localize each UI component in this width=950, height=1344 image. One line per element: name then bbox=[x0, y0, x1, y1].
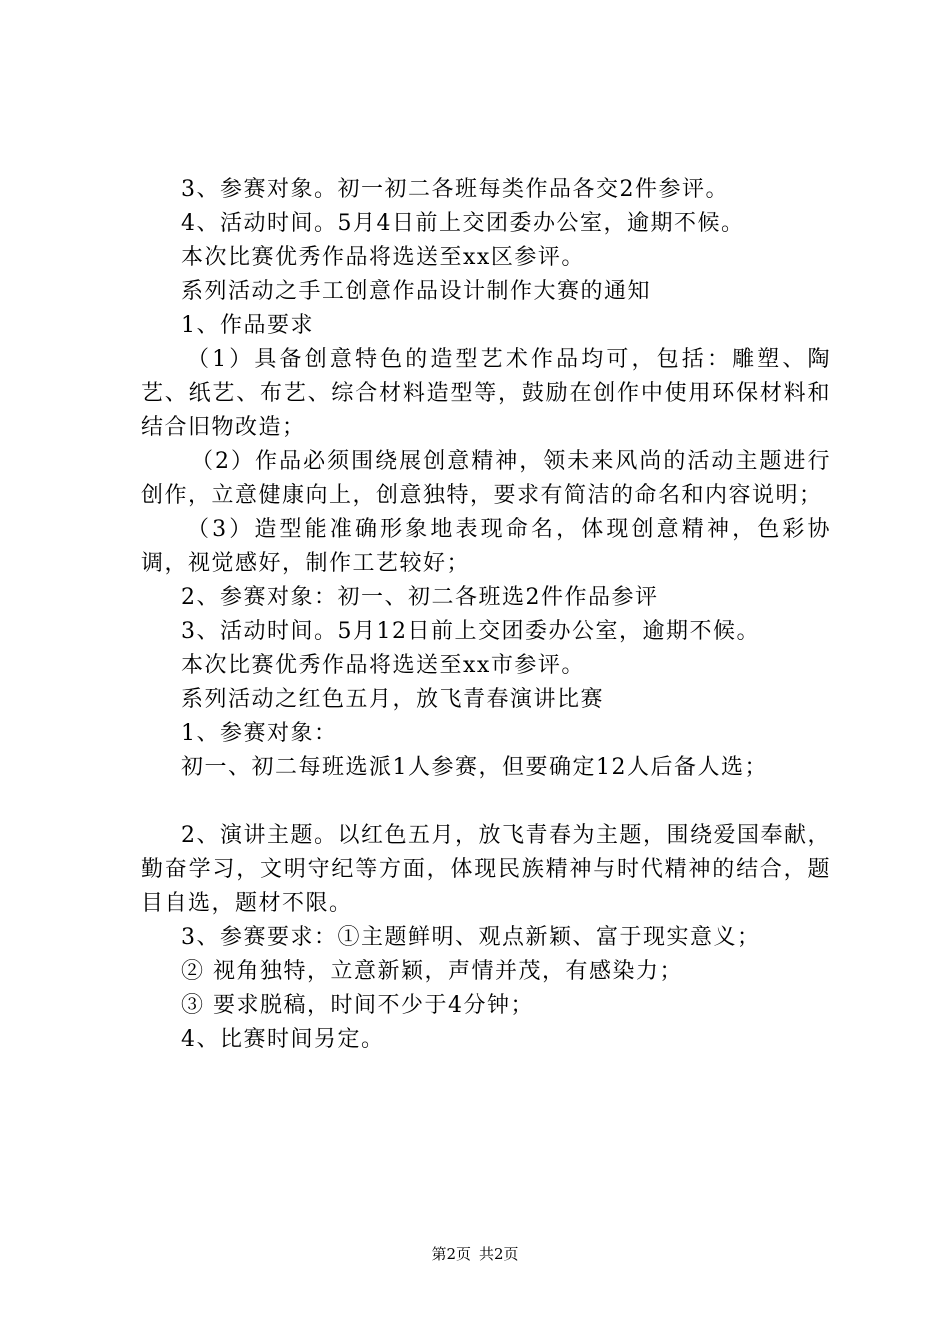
page-number-total: 共2页 bbox=[479, 1245, 519, 1263]
paragraph: 2、参赛对象：初一、初二各班选2件作品参评 bbox=[181, 585, 659, 610]
paragraph: （2）作品必须围绕展创意精神，领未来风尚的活动主题进行创作，立意健康向上，创意独特，要求有简洁的命名和内容说明； bbox=[141, 449, 831, 508]
section-heading: 系列活动之红色五月，放飞青春演讲比赛 bbox=[181, 687, 605, 712]
paragraph: 4、比赛时间另定。 bbox=[181, 1027, 385, 1052]
paragraph: 本次比赛优秀作品将选送至xx市参评。 bbox=[181, 653, 585, 678]
paragraph: 1、参赛对象： bbox=[181, 721, 338, 746]
paragraph: ② 视角独特，立意新颖，声情并茂，有感染力； bbox=[181, 959, 683, 984]
paragraph: 3、活动时间。5月12日前上交团委办公室，逾期不候。 bbox=[181, 619, 760, 644]
section-heading: 系列活动之手工创意作品设计制作大赛的通知 bbox=[181, 279, 652, 304]
document-body bbox=[141, 173, 831, 1057]
page-footer bbox=[0, 1244, 950, 1264]
blank-line bbox=[141, 785, 831, 819]
paragraph: （3）造型能准确形象地表现命名，体现创意精神，色彩协调，视觉感好，制作工艺较好； bbox=[141, 517, 831, 576]
paragraph: 2、演讲主题。以红色五月，放飞青春为主题，围绕爱国奉献，勤奋学习，文明守纪等方面，体现民族精神与时代精神的结合，题目自选，题材不限。 bbox=[141, 823, 831, 916]
paragraph: 4、活动时间。5月4日前上交团委办公室，逾期不候。 bbox=[181, 211, 745, 236]
paragraph: ③ 要求脱稿，时间不少于4分钟； bbox=[181, 993, 534, 1018]
paragraph: 本次比赛优秀作品将选送至xx区参评。 bbox=[181, 245, 585, 270]
paragraph: 初一、初二每班选派1人参赛，但要确定12人后备人选； bbox=[181, 755, 768, 780]
paragraph: 3、参赛要求：①主题鲜明、观点新颖、富于现实意义； bbox=[181, 925, 761, 950]
paragraph: （1）具备创意特色的造型艺术作品均可，包括：雕塑、陶艺、纸艺、布艺、综合材料造型等，鼓励在创作中使用环保材料和结合旧物改造； bbox=[141, 347, 831, 440]
paragraph: 1、作品要求 bbox=[181, 313, 314, 338]
page-number-current: 第2页 bbox=[431, 1245, 471, 1263]
paragraph: 3、参赛对象。初一初二各班每类作品各交2件参评。 bbox=[181, 177, 729, 202]
